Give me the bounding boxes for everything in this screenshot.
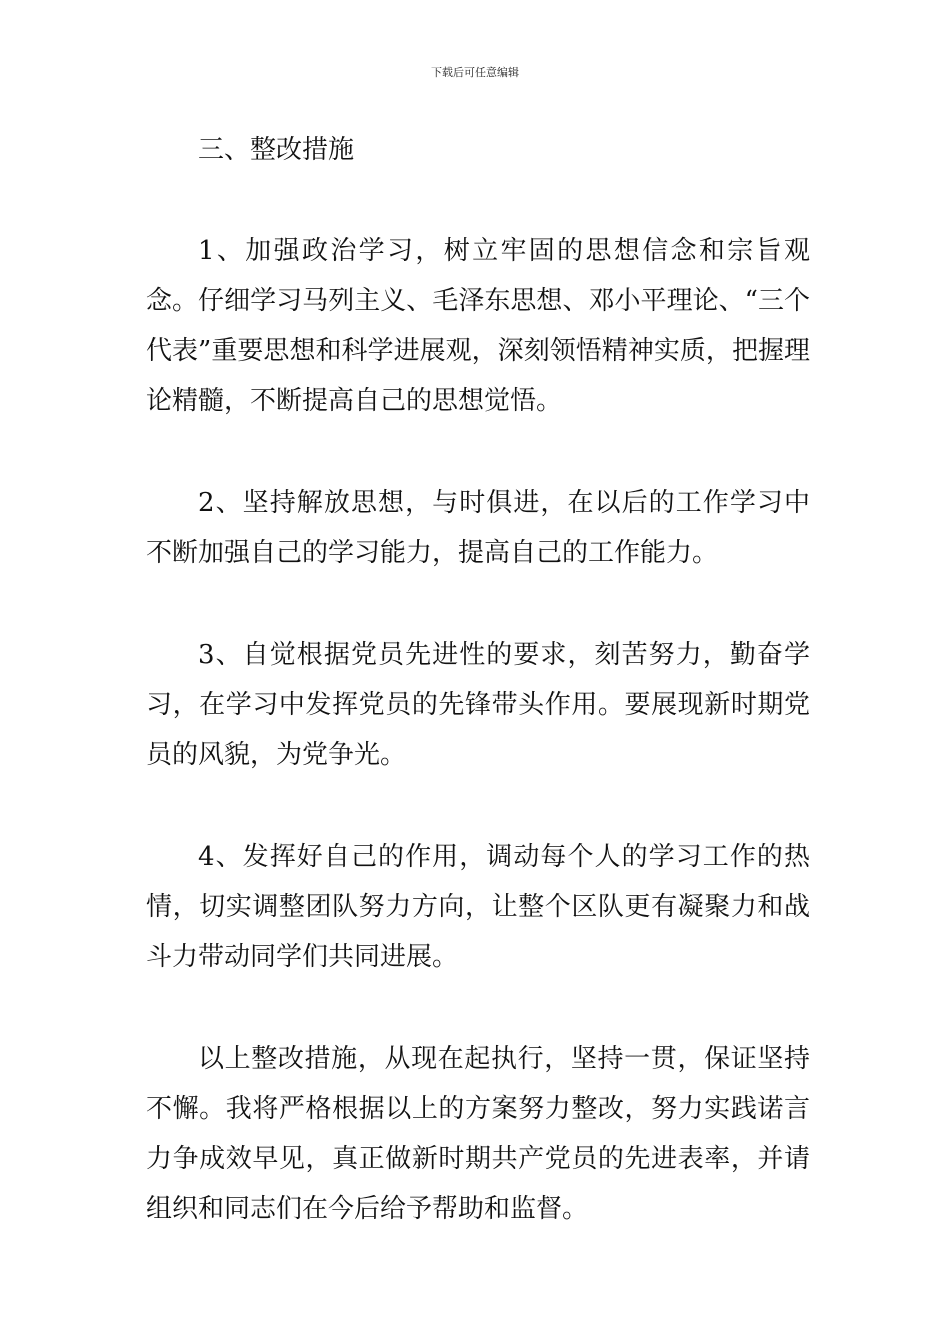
section-heading: 三、整改措施 — [198, 135, 355, 165]
paragraph-3: 3、自觉根据党员先进性的要求，刻苦努力，勤奋学习，在学习中发挥党员的先锋带头作用。要展现新时期党员的风貌，为党争光。 — [146, 640, 810, 770]
paragraph-conclusion: 以上整改措施，从现在起执行，坚持一贯，保证坚持不懈。我将严格根据以上的方案努力整改，努力实践诺言力争成效早见，真正做新时期共产党员的先进表率，并请组织和同志们在今后给予帮助和监督。 — [146, 1044, 810, 1224]
document-body — [146, 128, 810, 1286]
paragraph-1: 1、加强政治学习，树立牢固的思想信念和宗旨观念。仔细学习马列主义、毛泽东思想、邓小平理论、“三个代表”重要思想和科学进展观，深刻领悟精神实质，把握理论精髓，不断提高自己的思想觉悟。 — [146, 236, 810, 416]
paragraph-4: 4、发挥好自己的作用，调动每个人的学习工作的热情，切实调整团队努力方向，让整个区队更有凝聚力和战斗力带动同学们共同进展。 — [146, 842, 810, 972]
paragraph-2: 2、坚持解放思想，与时俱进，在以后的工作学习中不断加强自己的学习能力，提高自己的工作能力。 — [146, 488, 810, 568]
page-header-note: 下载后可任意编辑 — [431, 66, 519, 79]
